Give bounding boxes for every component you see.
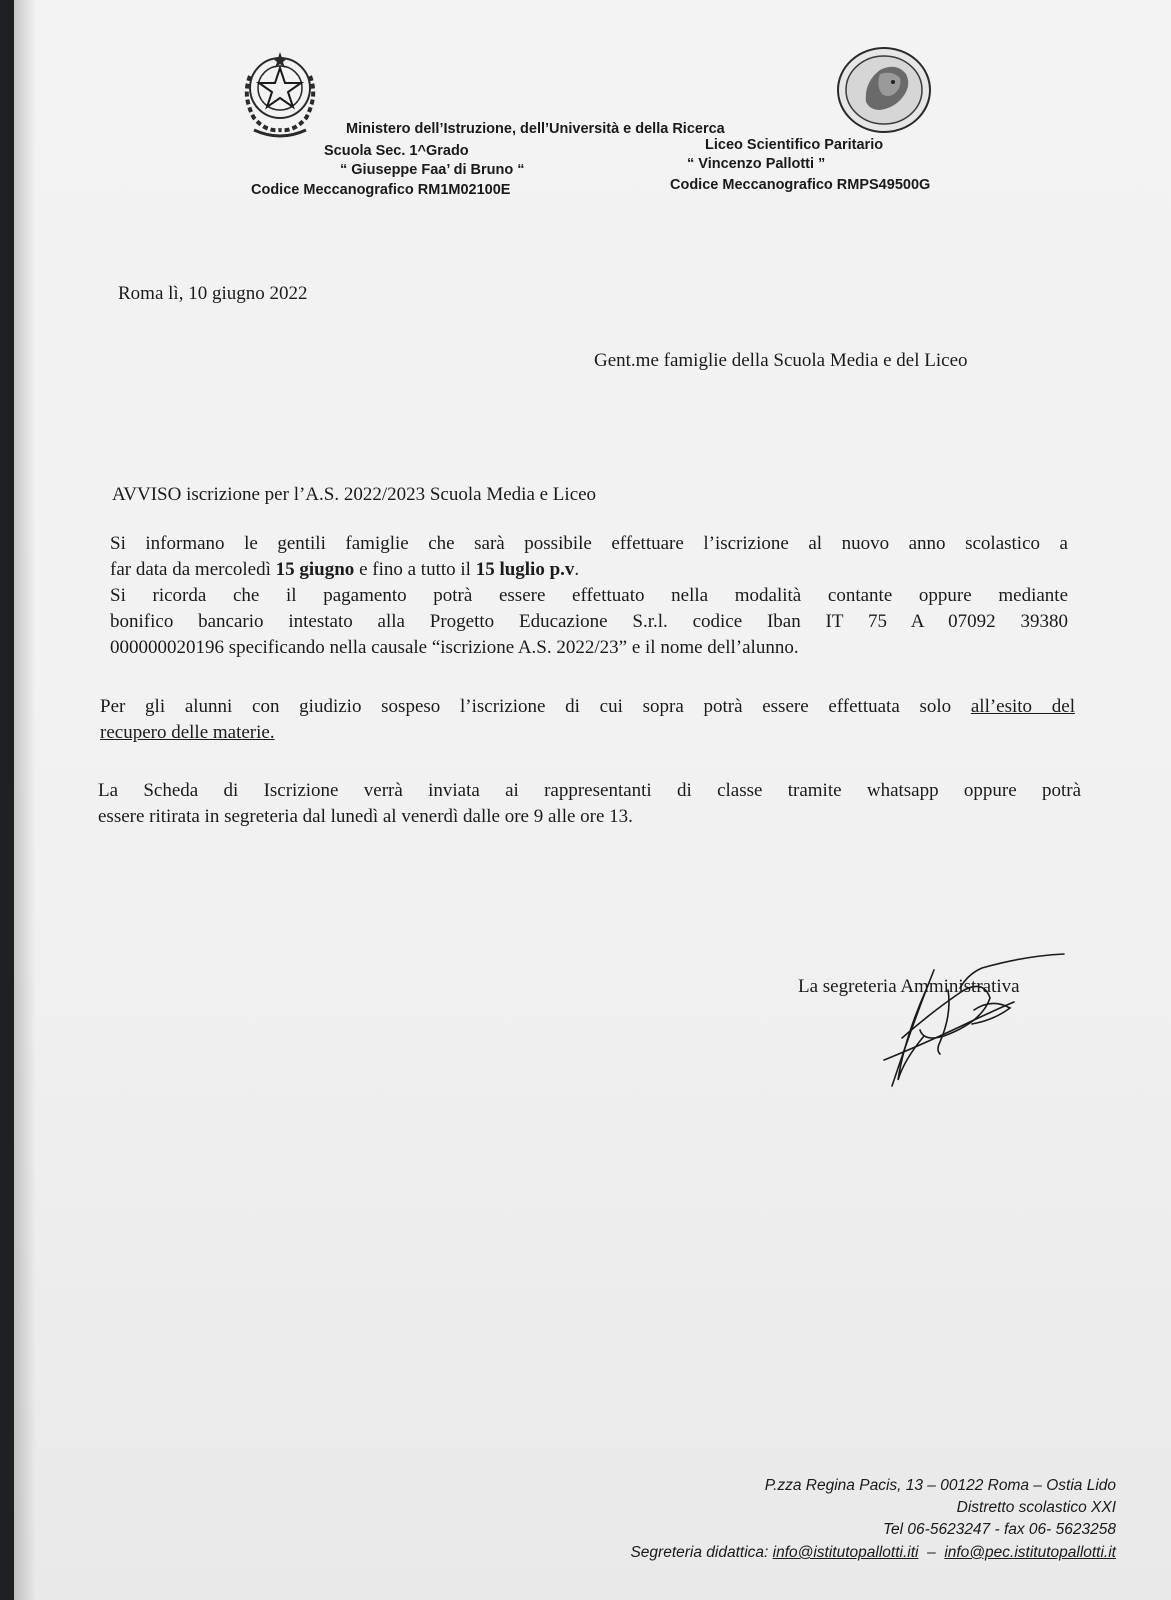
left-school-type: Scuola Sec. 1^Grado (324, 143, 469, 159)
right-school-name: “ Vincenzo Pallotti ” (687, 156, 826, 172)
paragraph-line: far data da mercoledì 15 giugno e fino a tutto il 15 luglio p.v. (110, 559, 580, 580)
letter-recipient: Gent.me famiglie della Scuola Media e del Liceo (594, 350, 968, 371)
paragraph-suspended-judgment (100, 694, 1075, 746)
paragraph-enrollment-dates (110, 531, 1068, 661)
footer-didactic-label: Segreteria didattica: (630, 1544, 773, 1561)
pec-email-link[interactable]: info@pec.istitutopallotti.it (944, 1544, 1116, 1561)
left-school-code: Codice Meccanografico RM1M02100E (251, 182, 511, 198)
paragraph-line: recupero delle materie. (100, 722, 275, 743)
page-edge-shadow (14, 0, 36, 1600)
footer-emails (630, 1544, 1116, 1562)
signature-label: La segreteria Amministrativa (798, 976, 1020, 997)
letter-subject: AVVISO iscrizione per l’A.S. 2022/2023 Scuola Media e Liceo (112, 484, 597, 505)
paragraph-line: La Scheda di Iscrizione verrà inviata ai rappresentanti di classe tramite whatsapp oppure potrà (98, 780, 1081, 801)
paragraph-line: 000000020196 specificando nella causale “iscrizione A.S. 2022/23” e il nome dell’alunno. (110, 637, 799, 658)
handwritten-signature (864, 950, 1074, 1095)
italian-republic-emblem-icon (236, 46, 324, 140)
school-medallion-icon (836, 46, 932, 134)
footer-address: P.zza Regina Pacis, 13 – 00122 Roma – Ostia Lido (764, 1477, 1116, 1494)
ministry-heading: Ministero dell’Istruzione, dell’Università e della Ricerca (346, 121, 725, 137)
paragraph-line: Si ricorda che il pagamento potrà essere effettuato nella modalità contante oppure mediante (110, 585, 1068, 606)
letter-date: Roma lì, 10 giugno 2022 (118, 283, 308, 304)
footer-phone: Tel 06-5623247 - fax 06- 5623258 (883, 1521, 1116, 1538)
footer-district: Distretto scolastico XXI (956, 1499, 1116, 1516)
left-school-name: “ Giuseppe Faa’ di Bruno “ (340, 162, 525, 178)
letter-page (14, 0, 1171, 1600)
paragraph-line: Si informano le gentili famiglie che sarà possibile effettuare l’iscrizione al nuovo anno scolastico a (110, 533, 1068, 554)
footer-separator: – (918, 1544, 945, 1561)
paragraph-line: Per gli alunni con giudizio sospeso l’iscrizione di cui sopra potrà essere effettuata solo all’esito del (100, 696, 1075, 717)
didactic-email-link[interactable]: info@istitutopallotti.iti (772, 1544, 919, 1561)
paragraph-line: essere ritirata in segreteria dal lunedì al venerdì dalle ore 9 alle ore 13. (98, 806, 633, 827)
paragraph-line: bonifico bancario intestato alla Progetto Educazione S.r.l. codice Iban IT 75 A 07092 39380 (110, 611, 1068, 632)
right-school-code: Codice Meccanografico RMPS49500G (670, 177, 931, 193)
paragraph-enrollment-form (98, 778, 1081, 830)
right-school-type: Liceo Scientifico Paritario (705, 137, 884, 153)
